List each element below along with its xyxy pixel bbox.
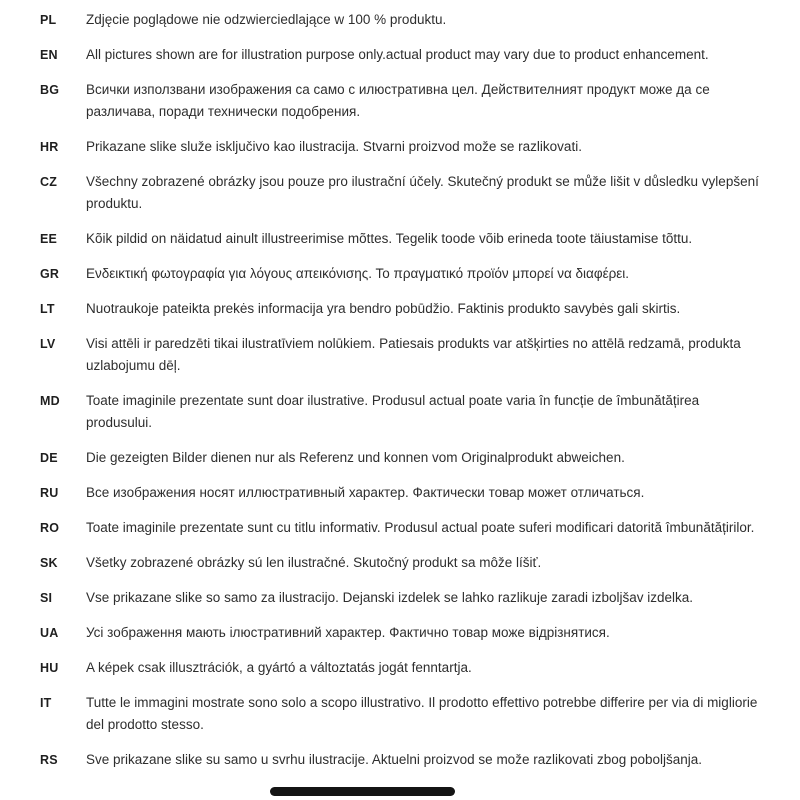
disclaimer-row-md: [40, 390, 764, 434]
disclaimer-row-lv: [40, 333, 764, 377]
disclaimer-row-en: [40, 44, 764, 66]
disclaimer-row-si: [40, 587, 764, 609]
disclaimer-row-hr: [40, 136, 764, 158]
language-code-md: MD: [40, 394, 60, 408]
disclaimer-text-ru: Все изображения носят иллюстративный характер. Фактически товар может отличаться.: [86, 485, 645, 500]
disclaimer-text-ro: Toate imaginile prezentate sunt cu titlu informativ. Produsul actual poate suferi modificari datorită îmbunătățirilor.: [86, 520, 755, 535]
language-code-sk: SK: [40, 556, 58, 570]
disclaimer-text-rs: Sve prikazane slike su samo u svrhu ilustracije. Aktuelni proizvod se može razlikovati zbog poboljšanja.: [86, 752, 703, 767]
disclaimer-row-rs: [40, 749, 764, 771]
disclaimer-text-md: Toate imaginile prezentate sunt doar ilustrative. Produsul actual poate varia în funcție de îmbunătățirea produsului.: [86, 393, 700, 430]
disclaimer-row-ua: [40, 622, 764, 644]
language-code-it: IT: [40, 696, 52, 710]
disclaimer-row-hu: [40, 657, 764, 679]
disclaimer-row-cz: [40, 171, 764, 215]
disclaimer-text-lv: Visi attēli ir paredzēti tikai ilustratīviem nolūkiem. Patiesais produkts var atšķirties no attēlā redzamā, produkta uzlabojumu dēļ.: [86, 336, 741, 373]
language-code-ru: RU: [40, 486, 59, 500]
disclaimer-text-si: Vse prikazane slike so samo za ilustracijo. Dejanski izdelek se lahko razlikuje zaradi izboljšav izdelka.: [86, 590, 694, 605]
disclaimer-row-ro: [40, 517, 764, 539]
language-code-de: DE: [40, 451, 58, 465]
disclaimer-text-lt: Nuotraukoje pateikta prekės informacija yra bendro pobūdžio. Faktinis produkto savybės gali skirtis.: [86, 301, 681, 316]
disclaimer-text-ee: Kõik pildid on näidatud ainult illustreerimise mõttes. Tegelik toode võib erineda toote täiustamise tõttu.: [86, 231, 693, 246]
disclaimer-text-bg: Всички използвани изображения са само с илюстративна цел. Действителният продукт може да се различава, поради технически подобрения.: [86, 82, 710, 119]
disclaimer-text-hu: A képek csak illusztrációk, a gyártó a változtatás jogát fenntartja.: [86, 660, 472, 675]
disclaimer-text-en: All pictures shown are for illustration purpose only.actual product may vary due to product enhancement.: [86, 47, 709, 62]
disclaimer-text-ua: Усі зображення мають ілюстративний характер. Фактично товар може відрізнятися.: [86, 625, 610, 640]
language-code-ee: EE: [40, 232, 58, 246]
disclaimer-text-pl: Zdjęcie poglądowe nie odzwierciedlające w 100 % produktu.: [86, 12, 447, 27]
disclaimer-text-de: Die gezeigten Bilder dienen nur als Referenz und konnen vom Originalprodukt abweichen.: [86, 450, 625, 465]
language-code-ro: RO: [40, 521, 60, 535]
language-code-ua: UA: [40, 626, 59, 640]
disclaimer-row-de: [40, 447, 764, 469]
language-code-rs: RS: [40, 753, 58, 767]
language-code-pl: PL: [40, 13, 57, 27]
language-code-lv: LV: [40, 337, 56, 351]
language-code-lt: LT: [40, 302, 55, 316]
disclaimer-row-gr: [40, 263, 764, 285]
disclaimer-row-ru: [40, 482, 764, 504]
language-code-si: SI: [40, 591, 53, 605]
disclaimer-row-sk: [40, 552, 764, 574]
disclaimer-row-lt: [40, 298, 764, 320]
disclaimer-row-bg: [40, 79, 764, 123]
disclaimer-row-ee: [40, 228, 764, 250]
disclaimer-text-sk: Všetky zobrazené obrázky sú len ilustračné. Skutočný produkt sa môže líšiť.: [86, 555, 542, 570]
language-code-hr: HR: [40, 140, 59, 154]
disclaimer-text-gr: Ενδεικτική φωτογραφία για λόγους απεικόνισης. Το πραγματικό προϊόν μπορεί να διαφέρει.: [86, 266, 630, 281]
disclaimer-text-hr: Prikazane slike služe isključivo kao ilustracija. Stvarni proizvod može se razlikovati.: [86, 139, 582, 154]
language-code-gr: GR: [40, 267, 60, 281]
language-code-en: EN: [40, 48, 58, 62]
disclaimer-row-it: [40, 692, 764, 736]
language-code-hu: HU: [40, 661, 59, 675]
language-code-bg: BG: [40, 83, 60, 97]
disclaimer-row-pl: [40, 9, 764, 31]
language-code-cz: CZ: [40, 175, 58, 189]
bottom-bar-indicator: [270, 787, 455, 796]
disclaimer-text-cz: Všechny zobrazené obrázky jsou pouze pro ilustrační účely. Skutečný produkt se může lišit v důsledku vylepšení produktu.: [86, 174, 759, 211]
disclaimer-text-it: Tutte le immagini mostrate sono solo a scopo illustrativo. Il prodotto effettivo potrebbe differire per via di migliorie del prodotto stesso.: [86, 695, 758, 732]
